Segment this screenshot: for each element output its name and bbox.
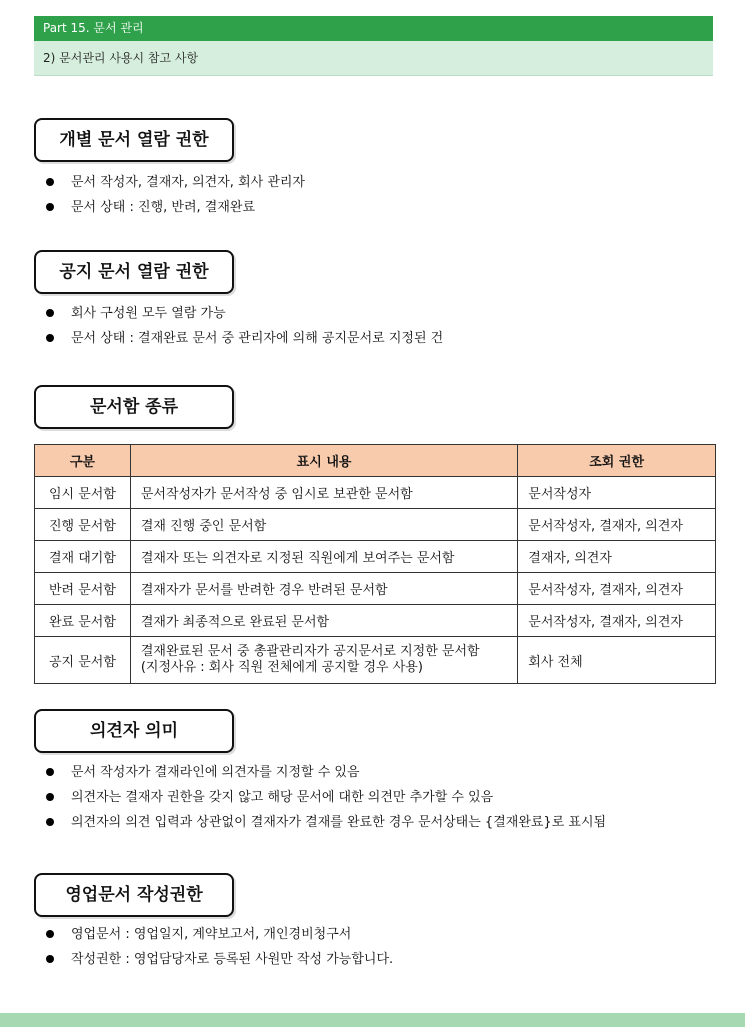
cell-desc-line2: (지정사유 : 회사 직원 전체에게 공지할 경우 사용) [140, 660, 423, 675]
cell-desc: 결재자가 문서를 반려한 경우 반려된 문서함 [130, 573, 517, 605]
cell-type: 공지 문서함 [35, 637, 131, 684]
list-sales-doc-permission [46, 922, 393, 972]
list-item-text: 문서 작성자가 결재라인에 의견자를 지정할 수 있음 [71, 765, 360, 780]
section-title-reviewer-meaning: 의견자 의미 [34, 709, 234, 753]
cell-perm: 문서작성자, 결재자, 의견자 [518, 605, 716, 637]
bullet-icon [46, 793, 54, 801]
bullet-icon [46, 309, 54, 317]
list-item [46, 301, 443, 326]
col-header-permission: 조회 권한 [518, 445, 716, 477]
list-item [46, 195, 305, 220]
bullet-icon [46, 955, 54, 963]
list-item-text: 영업문서 : 영업일지, 계약보고서, 개인경비청구서 [71, 927, 352, 942]
cell-desc: 결재자 또는 의견자로 지정된 직원에게 보여주는 문서함 [130, 541, 517, 573]
cell-desc: 결재가 최종적으로 완료된 문서함 [130, 605, 517, 637]
table-row [35, 477, 716, 509]
table-row [35, 605, 716, 637]
col-header-content: 표시 내용 [130, 445, 517, 477]
list-item [46, 947, 393, 972]
cell-type: 반려 문서함 [35, 573, 131, 605]
cell-desc: 결재 진행 중인 문서함 [130, 509, 517, 541]
part-title: Part 15. 문서 관리 [34, 16, 713, 41]
list-item-text: 문서 작성자, 결재자, 의견자, 회사 관리자 [71, 175, 305, 190]
section-subtitle: 2) 문서관리 사용시 참고 사항 [34, 41, 713, 76]
table-row [35, 637, 716, 684]
list-item-text: 회사 구성원 모두 열람 가능 [71, 306, 226, 321]
table-row [35, 541, 716, 573]
document-box-table [34, 444, 716, 684]
list-item-text: 작성권한 : 영업담당자로 등록된 사원만 작성 가능합니다. [71, 952, 394, 967]
cell-perm: 문서작성자 [518, 477, 716, 509]
cell-type: 임시 문서함 [35, 477, 131, 509]
col-header-type: 구분 [35, 445, 131, 477]
list-item [46, 785, 606, 810]
cell-perm: 회사 전체 [518, 637, 716, 684]
cell-perm: 결재자, 의견자 [518, 541, 716, 573]
section-title-notice-view: 공지 문서 열람 권한 [34, 250, 234, 294]
cell-type: 완료 문서함 [35, 605, 131, 637]
list-item-text: 문서 상태 : 결재완료 문서 중 관리자에 의해 공지문서로 지정된 건 [71, 331, 444, 346]
bullet-icon [46, 334, 54, 342]
bullet-icon [46, 818, 54, 826]
table-row [35, 509, 716, 541]
list-item [46, 170, 305, 195]
bullet-icon [46, 203, 54, 211]
list-individual-view [46, 170, 305, 220]
cell-type: 결재 대기함 [35, 541, 131, 573]
footer-band [0, 1013, 745, 1027]
cell-desc [130, 637, 517, 684]
section-title-sales-doc-permission: 영업문서 작성권한 [34, 873, 234, 917]
section-title-individual-view: 개별 문서 열람 권한 [34, 118, 234, 162]
cell-desc: 문서작성자가 문서작성 중 임시로 보관한 문서함 [130, 477, 517, 509]
list-item [46, 760, 606, 785]
list-item-text: 의견자는 결재자 권한을 갖지 않고 해당 문서에 대한 의견만 추가할 수 있음 [71, 790, 494, 805]
list-item-text: 문서 상태 : 진행, 반려, 결재완료 [71, 200, 256, 215]
list-item [46, 326, 443, 351]
list-item [46, 810, 606, 835]
cell-desc-line1: 결재완료된 문서 중 총괄관리자가 공지문서로 지정한 문서함 [140, 644, 480, 659]
bullet-icon [46, 930, 54, 938]
table-header-row [35, 445, 716, 477]
table-row [35, 573, 716, 605]
cell-perm: 문서작성자, 결재자, 의견자 [518, 509, 716, 541]
list-item-text: 의견자의 의견 입력과 상관없이 결재자가 결재를 완료한 경우 문서상태는 {결재완료}로 표시됨 [71, 815, 607, 830]
cell-type: 진행 문서함 [35, 509, 131, 541]
list-item [46, 922, 393, 947]
list-reviewer-meaning [46, 760, 606, 835]
cell-perm: 문서작성자, 결재자, 의견자 [518, 573, 716, 605]
section-title-box-types: 문서함 종류 [34, 385, 234, 429]
bullet-icon [46, 178, 54, 186]
bullet-icon [46, 768, 54, 776]
list-notice-view [46, 301, 443, 351]
